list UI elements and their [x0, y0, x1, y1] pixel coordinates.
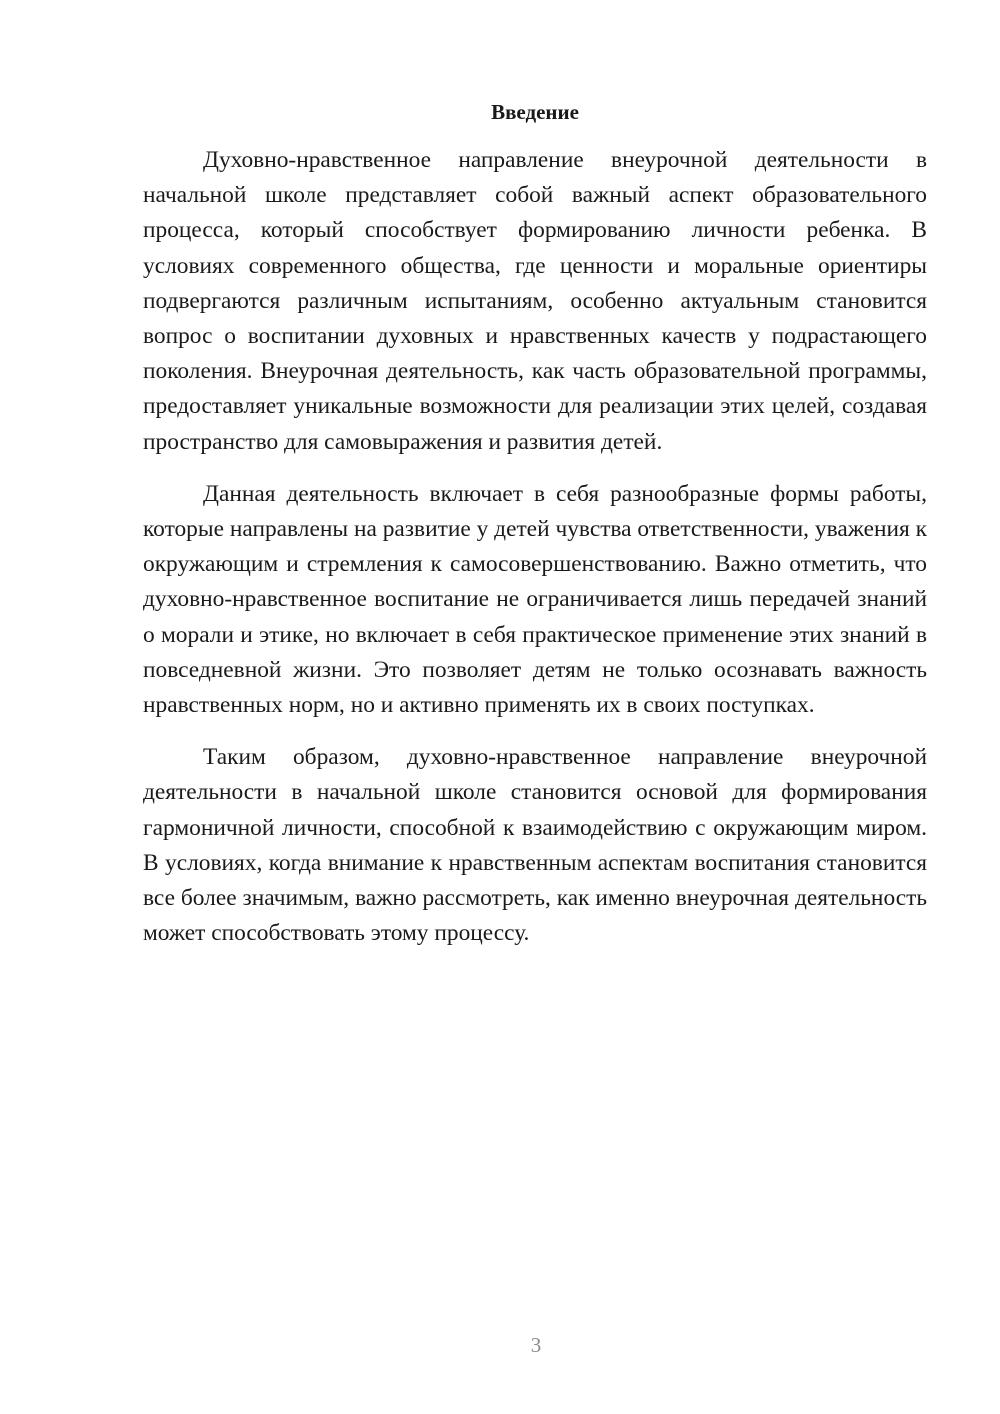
page-number: 3: [530, 1333, 542, 1357]
body-text: [143, 143, 927, 968]
paragraph-3: Таким образом, духовно-нравственное направление внеурочной деятельности в начальной школе становится основой для формирования гармоничной личности, способной к взаимодействию с окружающим миром. В условиях, когда внимание к нравственным аспектам воспитания становится все более значимым, важно рассмотреть, как именно внеурочная деятельность может способствовать этому процессу.: [143, 744, 927, 947]
section-heading: Введение: [491, 100, 579, 124]
paragraph-1: Духовно-нравственное направление внеурочной деятельности в начальной школе представляет собой важный аспект образовательного процесса, который способствует формированию личности ребенка. В условиях современного общества, где ценности и моральные ориентиры подвергаются различным испытаниям, особенно актуальным становится вопрос о воспитании духовных и нравственных качеств у подрастающего поколения. Внеурочная деятельность, как часть образовательной программы, предоставляет уникальные возможности для реализации этих целей, создавая пространство для самовыражения и развития детей.: [143, 147, 927, 455]
paragraph-2: Данная деятельность включает в себя разнообразные формы работы, которые направлены на развитие у детей чувства ответственности, уважения к окружающим и стремления к самосовершенствованию. Важно отметить, что духовно-нравственное воспитание не ограничивается лишь передачей знаний о морали и этике, но включает в себя практическое применение этих знаний в повседневной жизни. Это позволяет детям не только осознавать важность нравственных норм, но и активно применять их в своих поступках.: [143, 480, 927, 719]
